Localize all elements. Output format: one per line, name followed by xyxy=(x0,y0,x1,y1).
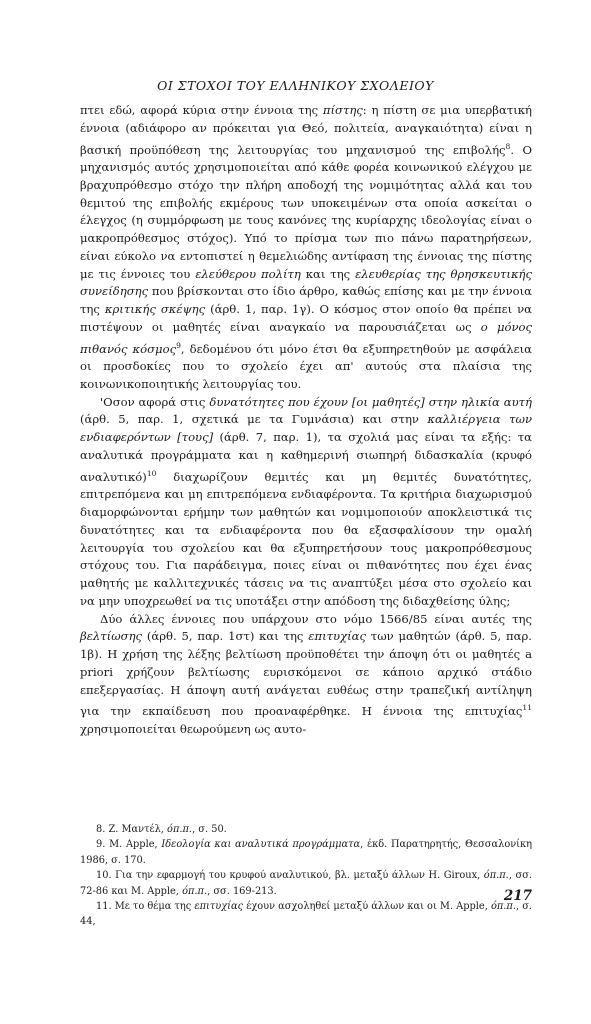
text-run: Δύο άλλες έννοιες που υπάρχουν στο νόμο 1566/85 είναι αυτές της xyxy=(100,611,532,626)
text-run: (άρθ. 1, παρ. 1γ). Ο κόσμος στον οποίο θα πρέπει να πιστέψουν οι μαθητές είναι αναγκαίο να παρουσιάζεται ως xyxy=(80,302,533,334)
italic-text: ελευθερίας της θρησκευτικής συνείδησης xyxy=(80,266,532,299)
text-run: (άρθ. 7, παρ. 1), τα σχολιά μας είναι τα εξής: τα αναλυτικά προγράμματα και η καθημερινή σιωπηρή διδασκαλία (κρυφό αναλυτικό) xyxy=(80,430,532,484)
paragraph xyxy=(80,102,532,394)
italic-text: όπ.π. xyxy=(490,901,516,913)
text-run: . Ο μηχανισμός αυτός χρησιμοποιείται από κάθε φορέα κοινωνικού ελέγχου με βραχυπρόθεσμο στόχο την πλήρη αποδοχή της νομιμότητας αλλά και του θεμιτού της επιβολής εκμέρους των υποκειμένων στα οποία ασκείται ο έλεγχος (η συμμόρφωση με τους κανόνες της κυρίαρχης ιδεολογίας είναι ο μακροπρόθεσμος στόχος). Υπό το πρίσμα των πιο πάνω παρατηρήσεων, είναι εύκολο να εντοπιστεί η θεμελιώδης αντίφαση της έννοιας της πίστης με τις έννοιες του xyxy=(80,142,532,281)
footnote-ref: 9 xyxy=(176,340,181,350)
running-head: ΟΙ ΣΤΟΧΟΙ ΤΟΥ ΕΛΛΗΝΙΚΟΥ ΣΧΟΛΕΙΟΥ xyxy=(157,78,434,93)
text-run: 9. M. Apple, xyxy=(96,839,162,851)
text-run: που βρίσκονται στο ίδιο άρθρο, καθώς επίσης και με την έννοια της xyxy=(80,284,532,317)
italic-text: Ιδεολογία και αναλυτικά προγράμματα xyxy=(161,839,361,851)
italic-text: πίστης xyxy=(322,103,363,117)
text-run: , σ. 44, xyxy=(80,901,532,928)
text-run: , έκδ. Παρατηρητής, Θεσσαλονίκη 1986, σ. 170. xyxy=(80,839,533,866)
paragraph xyxy=(80,611,532,739)
italic-text: καλλιέργεια των ενδιαφερόντων [τους] xyxy=(80,412,532,445)
paragraph xyxy=(80,394,532,611)
italic-text: δυνατότητες που έχουν [οι μαθητές] στην ηλικία αυτή xyxy=(209,394,532,409)
italic-text: ελεύθερου πολίτη xyxy=(195,266,301,281)
text-run: , σσ. 169-213. xyxy=(207,885,277,897)
text-run: έχουν ασχοληθεί μεταξύ άλλων και οι M. Apple, xyxy=(243,901,491,913)
text-run: 'Οσον αφορά στις xyxy=(100,394,210,409)
page-number: 217 xyxy=(503,888,532,904)
footnote xyxy=(80,822,532,837)
text-run: 11. Με το θέμα της xyxy=(96,901,195,913)
footnote xyxy=(80,868,532,899)
italic-text: επιτυχίας xyxy=(194,901,244,913)
footnote-ref: 11 xyxy=(522,703,532,713)
italic-text: όπ.π. xyxy=(483,870,509,882)
italic-text: όπ.π. xyxy=(182,885,208,897)
text-run: διαχωρίζουν θεμιτές και μη θεμιτές δυνατότητες, επιτρεπόμενα και μη επιτρεπόμενα ενδιαφέροντα. Τα κριτήρια διαχωρισμού διαμορφώνονται ερήμην των μαθητών και νομιμοποιούν αποκλειστικά τις δυνατότητες και τα ενδιαφέροντα που θα εξασφαλίσουν την ομαλή λειτουργία του σχολείου και θα εξυπηρετήσουν τους μακροπρόθεσμους στόχους του. Για παράδειγμα, ποιες είναι οι πιθανότητες που έχει ένας μαθητής με καλλιτεχνικές τάσεις να τις αναπτύξει μέσα στο σχολείο και να μην υποχρεωθεί να τις υποτάξει στην απόδοση της διδαχθείσης ύλης; xyxy=(80,469,532,608)
footnote-ref: 8 xyxy=(505,141,511,151)
text-run: : η πίστη σε μια υπερβατική έννοια (αδιάφορο αν πρόκειται για Θεό, πολιτεία, αναγκαιότητα) είναι η βασική προϋπόθεση της λειτουργίας του μηχανισμού της επιβολής xyxy=(80,103,532,157)
italic-text: κριτικής σκέψης xyxy=(104,302,206,317)
text-run: πτει εδώ, αφορά κύρια στην έννοια της xyxy=(80,103,323,117)
text-run: των μαθητών (άρθ. 5, παρ. 1β). Η χρήση της λέξης βελτίωση προϋποθέτει την άποψη ότι οι μαθητές a priori χρήζουν βελτίωσης ευρισκόμενοι σε κάποιο αρχικό στάδιο επεξεργασίας. Η άποψη αυτή ανάγεται ευθέως στην τραπεζική αντίληψη για την εκπαίδευση που προαναφέρθηκε. Η έννοια της επιτυχίας xyxy=(80,629,532,719)
text-run: , σσ. 72-86 και M. Apple, xyxy=(80,870,532,897)
footnote xyxy=(80,899,532,930)
text-run: , σ. 50. xyxy=(192,824,227,835)
footnotes xyxy=(80,822,532,930)
text-run: 10. Για την εφαρμογή του κρυφού αναλυτικού, βλ. μεταξύ άλλων H. Giroux, xyxy=(96,870,484,882)
footnote xyxy=(80,837,532,868)
text-run: 8. Ζ. Μαντέλ, xyxy=(96,824,168,835)
italic-text: ο μόνος πιθανός κόσμος xyxy=(80,319,533,356)
text-run: (άρθ. 5, παρ. 1στ) και της xyxy=(142,629,309,644)
body-text xyxy=(80,102,532,739)
italic-text: όπ.π. xyxy=(167,824,193,835)
italic-text: επιτυχίας xyxy=(308,629,366,644)
text-run: (άρθ. 5, παρ. 1, σχετικά με τα Γυμνάσια) και στην xyxy=(80,412,428,427)
italic-text: βελτίωσης xyxy=(80,629,143,644)
text-run: χρησιμοποιείται θεωρούμενη ως αυτο- xyxy=(80,721,307,736)
footnote-ref: 10 xyxy=(146,468,157,478)
text-run: , δεδομένου ότι μόνο έτσι θα εξυπηρετηθούν με ασφάλεια οι προσδοκίες που το σχολείο έχει απ' αυτούς στα πλαίσια της κοινωνικοποιητικής λειτουργίας του. xyxy=(80,341,533,391)
text-run: και της xyxy=(300,266,356,281)
